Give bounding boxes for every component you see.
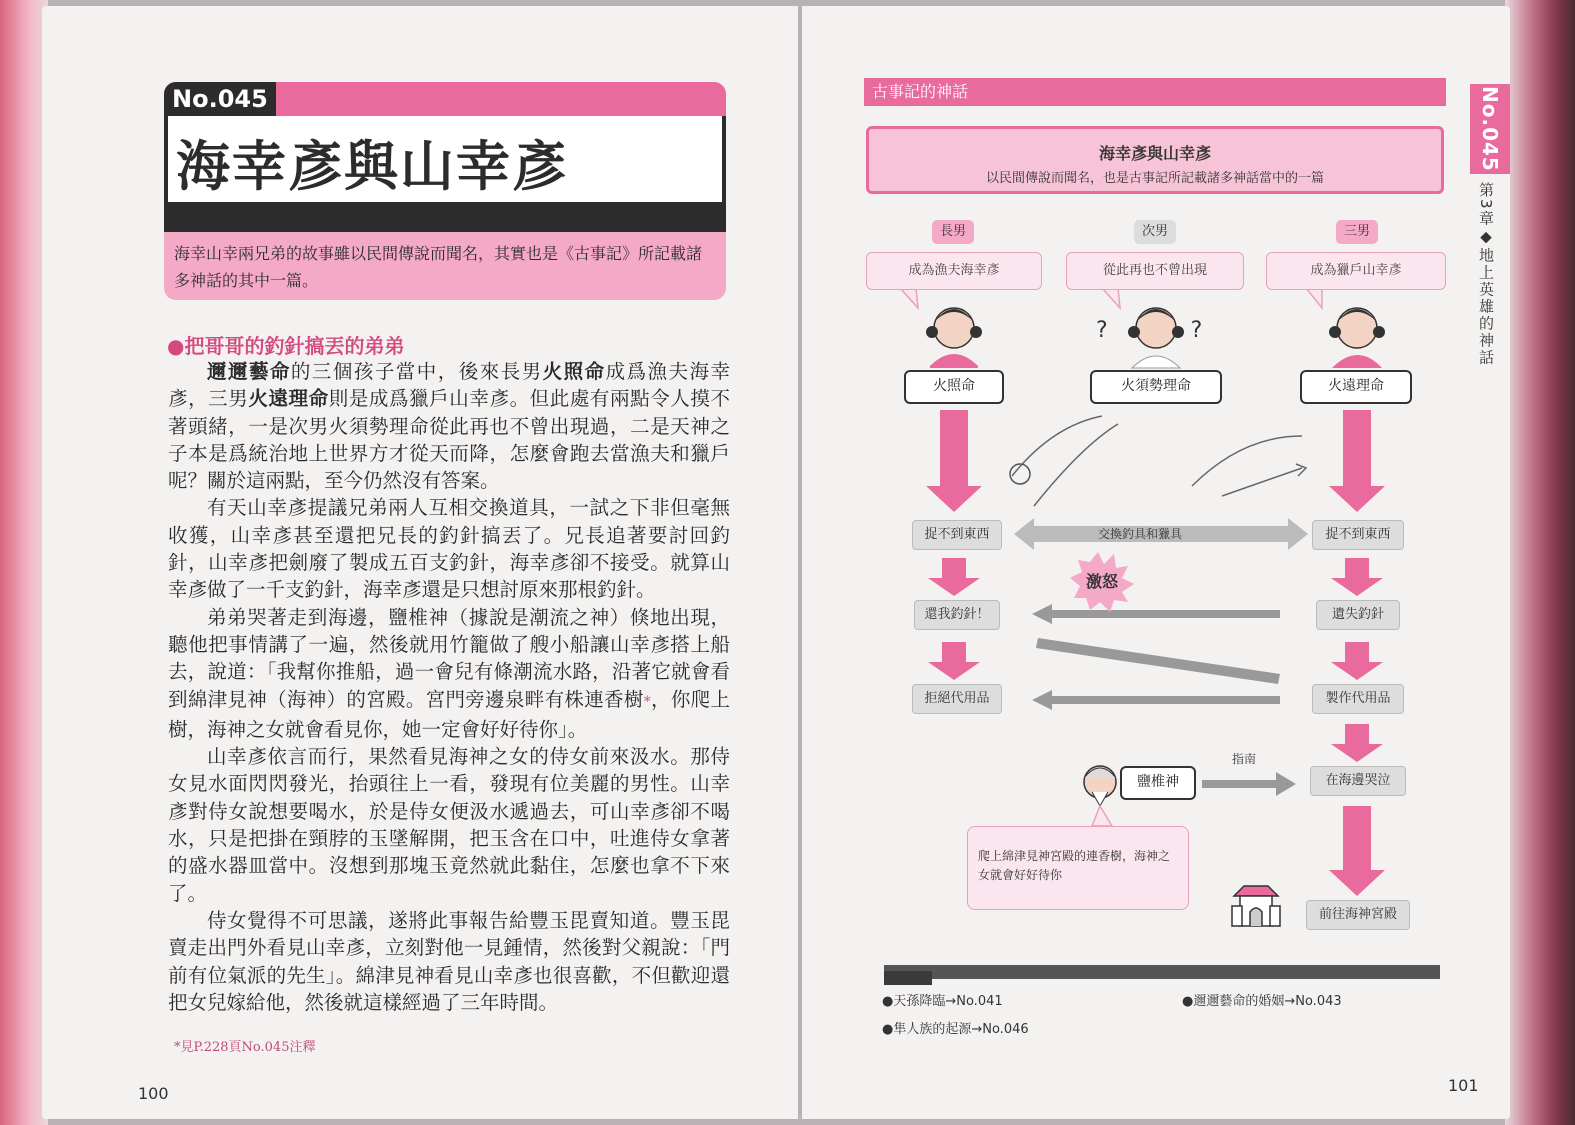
exchange-label: 交換釣具和獵具 [1098, 527, 1183, 541]
arrow-diagonal [1036, 638, 1280, 684]
page-number-left: 100 [138, 1084, 169, 1103]
figure-eldest-icon [926, 308, 982, 368]
label-eldest: 長男 [932, 220, 974, 244]
paragraph-5: 侍女覺得不可思議，遂將此事報告給豐玉毘賣知道。豐玉毘賣走出門外看見山幸彥，立刻對他一見鍾情，然後對父親說：「門前有位氣派的先生」。綿津見神看見山幸彥也很喜歡，不但歡迎還把女兒嫁給他，然後就這樣經過了三年時間。 [168, 908, 730, 1014]
step-right-1: 捉不到東西 [1312, 520, 1404, 550]
side-chapter: 第3章◆地上英雄的神話 [1477, 182, 1495, 367]
related-link-1[interactable]: ●天孫降臨→No.041 [882, 994, 1003, 1009]
shiotsuchi-figure-icon [1084, 766, 1116, 806]
bubble-third: 成為獵戶山幸彥 [1266, 252, 1446, 290]
paragraph-2: 有天山幸彥提議兄弟兩人互相交換道具，一試之下非但毫無收獲，山幸彥甚至還把兄長的釣針搞丟了。兄長追著要討回釣針，山幸彥把劍廢了製成五百支釣針，海幸彥卻不接受。就算山幸彥做了一千支釣針，海幸彥還是只想討原來那根釣針。 [168, 496, 730, 602]
bubble-eldest: 成為漁夫海幸彥 [866, 252, 1042, 290]
question-marks: ? ? [1096, 318, 1241, 343]
name-hoori: 火遠理命 [1300, 370, 1412, 404]
bubble-tail-third [1306, 288, 1322, 308]
name-hosuseri: 火須勢理命 [1090, 370, 1222, 404]
related-link-3[interactable]: ●隼人族的起源→No.046 [882, 1022, 1029, 1037]
page-title: 海幸彥與山幸彥 [176, 135, 568, 198]
book-edge-right [1505, 0, 1575, 1125]
label-third: 三男 [1336, 220, 1378, 244]
step-left-3: 拒絕代用品 [912, 684, 1002, 714]
text: ，你爬上樹，海神之女就會看見你，她一定會好好待你」。 [168, 687, 730, 741]
diagram-title: 海幸彥與山幸彥 [1098, 144, 1211, 163]
side-tab: No.045 [1470, 84, 1510, 174]
guide-label: 指南 [1232, 752, 1257, 766]
term-hoori: 火遠理命 [248, 387, 329, 411]
footnote: *見P.228頁No.045注釋 [174, 1040, 316, 1055]
arrow-demand [1032, 604, 1280, 624]
text: 的三個孩子當中，後來長男 [290, 360, 543, 383]
footnote-mark: * [643, 693, 651, 710]
related-bar [884, 965, 1440, 983]
angry-label: 激怒 [1086, 572, 1119, 591]
guide-arrow [1202, 772, 1296, 796]
label-second: 次男 [1134, 220, 1176, 244]
book-edge-left [0, 0, 48, 1125]
paragraph-1 [168, 358, 730, 494]
step-right-2: 遺失釣針 [1316, 600, 1400, 630]
palace-icon [1232, 886, 1280, 926]
number-badge: No.045 [164, 82, 276, 116]
name-shiotsuchi: 鹽椎神 [1120, 766, 1196, 800]
paragraph-3 [168, 604, 730, 743]
diagram-subtitle: 以民間傳說而聞名，也是古事記所記載諸多神話當中的一篇 [985, 171, 1324, 186]
right-page [802, 6, 1510, 1119]
step-left-2: 還我釣針！ [914, 600, 1000, 630]
body-text [168, 358, 730, 1016]
diagram-graphics [802, 6, 1510, 1119]
pink-arrows [926, 410, 1385, 896]
related-link-2[interactable]: ●邇邇藝命的婚姻→No.043 [1182, 994, 1342, 1009]
step-right-4: 在海邊哭泣 [1310, 766, 1406, 796]
arrow-reject [1032, 690, 1280, 710]
tools-icon [1010, 416, 1306, 506]
title-main [164, 116, 726, 202]
page-number-right: 101 [1448, 1076, 1479, 1095]
callout-box: 爬上綿津見神宮殿的連香樹，海神之女就會好好待你 [967, 826, 1189, 910]
title-dark-bar [164, 202, 726, 232]
term-ninigi: 邇邇藝命 [207, 360, 291, 383]
text: 成爲漁夫海幸彥，三男 [168, 360, 730, 411]
text: 則是成爲獵戶山幸彥。但此處有兩點令人摸不著頭緒，一是次男火須勢理命從此再也不曾出現過，二是天神之子本是爲統治地上世界方才從天而降，怎麼會跑去當漁夫和獵戶呢？關於這兩點，至今仍然沒有答案。 [168, 387, 730, 493]
paragraph-4: 山幸彥依言而行，果然看見海神之女的侍女前來汲水。那侍女見水面閃閃發光，抬頭往上一看，發現有位美麗的男性。山幸彥對侍女說想要喝水，於是侍女便汲水遞過去，可山幸彥卻不喝水，只是把掛在頸脖的玉墜解開，把玉含在口中，吐進侍女拿著的盛水器皿當中。沒想到那塊玉竟然就此黏住，怎麼也拿不下來了。 [168, 745, 730, 905]
text: 弟弟哭著走到海邊，鹽椎神（據說是潮流之神）倏地出現，聽他把事情講了一遍，然後就用竹籠做了艘小船讓山幸彥搭上船去，說道：「我幫你推船，過一會兒有條潮流水路，沿著它就會看到綿津見神（海神）的宮殿。宮門旁邊泉畔有株連香樹 [168, 605, 730, 711]
bubble-tail-eldest [900, 288, 918, 308]
figure-third-icon [1329, 308, 1385, 368]
step-right-5: 前往海神宮殿 [1306, 900, 1410, 930]
name-hoderi: 火照命 [904, 370, 1004, 404]
left-page [42, 6, 798, 1119]
title-box [164, 82, 726, 300]
bubble-second: 從此再也不曾出現 [1066, 252, 1244, 290]
step-right-3: 製作代用品 [1312, 684, 1404, 714]
term-hoderi: 火照命 [542, 360, 606, 383]
related-label: 關聯項目 [884, 971, 932, 985]
step-left-1: 捉不到東西 [912, 520, 1002, 550]
bubble-tail-second [1102, 288, 1120, 308]
section-heading: ●把哥哥的釣針搞丟的弟弟 [167, 334, 405, 358]
summary-text: 海幸山幸兩兄弟的故事雖以民間傳說而聞名，其實也是《古事記》所記載諸多神話的其中一篇。 [164, 232, 726, 300]
section-header: 古事記的神話 [864, 78, 1446, 106]
